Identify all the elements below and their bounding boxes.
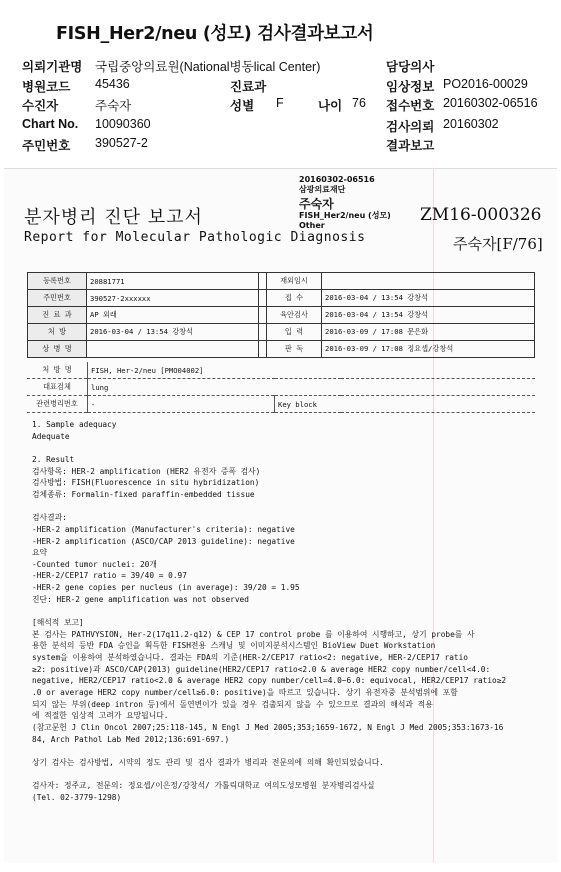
table-cell (87, 341, 259, 358)
table-row (28, 341, 535, 358)
table-cell: 등록번호 (28, 273, 87, 290)
case-number: ZM16-000326 (420, 205, 542, 225)
key-block-label: Key block (275, 396, 342, 413)
key-block-value (341, 396, 535, 413)
report-line: -HER-2/CEP17 ratio = 39/40 = 0.97 (32, 571, 187, 581)
header-value: 10090360 (95, 117, 151, 131)
table-cell: 진 료 과 (28, 307, 87, 324)
header-label: 담당의사 (386, 60, 435, 74)
table-row (28, 273, 535, 290)
table-cell (259, 324, 267, 341)
table-cell: 20881771 (87, 273, 259, 290)
table-row (28, 324, 535, 341)
report-line: Adequate (32, 431, 70, 441)
table-cell: 처 방 (28, 324, 87, 341)
report-line: 2. Result (32, 454, 75, 464)
report-line: 1. Sample adequacy (32, 420, 117, 429)
table-cell: 육안검사 (267, 307, 322, 324)
report-line: 되지 않는 부위(deep intron 등)에서 돌연변이가 있을 경우 검출되지 않을 수 있으므로 결과의 해석과 적용 (32, 699, 433, 709)
report-line: 에 적절한 임상적 고려가 요망됩니다. (32, 711, 169, 721)
header-label: 검사의뢰 (386, 120, 435, 134)
table-cell: 2016-03-09 / 17:08 정요셉/강창석 (322, 341, 535, 358)
table-cell: 2016-03-04 / 13:54 강창석 (87, 324, 259, 341)
header-label: 병원코드 (22, 80, 71, 94)
stamp-name: 주숙자 (299, 197, 334, 211)
header-value: 20160302 (443, 117, 499, 131)
report-line: 진단: HER-2 gene amplification was not observed (32, 594, 249, 604)
table-cell: 재외임시 (267, 273, 322, 290)
dept-label: 진료과 (230, 80, 267, 94)
report-line: 검사방법: FISH(Fluorescence in situ hybridization) (32, 478, 260, 488)
header-label: 주민번호 (22, 139, 71, 153)
order-value: FISH, Her-2/neu [PMO04002] (88, 362, 536, 379)
table-row (27, 396, 535, 413)
specimen-value: lung (88, 379, 536, 396)
specimen-label: 대표검체 (27, 379, 88, 396)
table-cell: 2016-03-09 / 17:08 문은화 (322, 324, 535, 341)
header-value: 390527-2 (95, 136, 148, 150)
info-table (27, 272, 535, 358)
report-line: 검사자: 정주교, 전문의: 정요셉/이은정/강창석/ 가톨릭대학교 여의도성모병원 분자병리검사실 (32, 781, 375, 791)
table-row (27, 362, 535, 379)
table-cell (322, 273, 535, 290)
report-line: 요약 (32, 548, 48, 558)
header-label: 의뢰기관명 (22, 60, 83, 74)
stamp-lab: 삼광의료재단 (299, 185, 346, 194)
report-line: -Counted tumor nuclei: 20개 (32, 559, 157, 569)
report-line: 상기 검사는 검사방법, 시약의 정도 관리 및 검사 결과가 병리과 전문의에 의해 확인되었습니다. (32, 757, 384, 767)
related-label: 관련병리번호 (27, 396, 88, 413)
report-line: -HER-2 gene copies per nucleus (in average): 39/20 = 1.95 (32, 583, 300, 593)
table-cell: 판 독 (267, 341, 322, 358)
report-line: 용한 분석의 등반 FDA 승인을 획득한 FISH전용 스캐닝 및 이미지분석시스템인 BioView Duet Workstation (32, 641, 436, 651)
header-value: 45436 (95, 77, 130, 91)
table-cell: 접 수 (267, 290, 322, 307)
table-cell: 390527-2xxxxxx (87, 290, 259, 307)
report-line: 본 검사는 PATHVYSION, Her-2(17q11.2-q12) & CEP 17 control probe 를 이용하여 시행하고, 상기 probe를 사 (32, 629, 475, 639)
related-value: - (88, 396, 275, 413)
patient-tag: 주숙자[F/76] (453, 235, 543, 253)
table-row (28, 290, 535, 307)
table-cell (259, 341, 267, 358)
report-line: ≥2: positive)과 ASCO/CAP(2013) guideline(HER2/CEP17 ratio<2.0 & average HER2 copy number/cell<4.0: (32, 664, 491, 674)
stamp-other: Other (299, 221, 325, 230)
report-line: 검체종류: Formalin-fixed paraffin-embedded tissue (32, 489, 255, 499)
age-value: 76 (352, 96, 366, 110)
report-line: 검사결과: (32, 513, 67, 523)
table-cell (259, 273, 267, 290)
table-row (28, 307, 535, 324)
table-cell (259, 290, 267, 307)
stamp-number: 20160302-06516 (299, 175, 375, 184)
report-line: -HER-2 amplification (Manufacturer's criteria): negative (32, 524, 295, 534)
order-table (27, 362, 535, 413)
order-label: 처 방 명 (27, 362, 88, 379)
table-cell: AP 외래 (87, 307, 259, 324)
header-value: 주숙자 (95, 99, 132, 113)
header-value: 20160302-06516 (443, 96, 538, 110)
table-cell: 2016-03-04 / 13:54 강창석 (322, 290, 535, 307)
report-line: 검사항목: HER-2 amplification (HER2 유전자 증폭 검사) (32, 466, 261, 476)
stamp-test: FISH_Her2/neu (성모) (299, 211, 391, 220)
header-value: PO2016-00029 (443, 77, 528, 91)
sex-label: 성별 (230, 99, 255, 113)
header-label: 결과보고 (386, 139, 435, 153)
report-line: .0 or average HER2 copy number/cell≥6.0: positive)을 따르고 있습니다. 상기 유전자중 분석범위에 포함 (32, 687, 458, 697)
header-label: 수진자 (22, 99, 59, 113)
report-line: negative, HER2/CEP17 ratio<2.0 & average HER2 copy number/cell=4.0~6.0: equivocal, HER2/CEP17 ratio≥2 (32, 676, 507, 686)
table-cell: 입 력 (267, 324, 322, 341)
sex-value: F (276, 96, 284, 110)
header-value: 국립중앙의료원(National병동lical Center) (95, 60, 321, 74)
table-cell (259, 307, 267, 324)
header-label: 접수번호 (386, 99, 435, 113)
report-line: [해석적 보고] (32, 618, 84, 628)
age-label: 나이 (318, 99, 343, 113)
table-cell: 주민번호 (28, 290, 87, 307)
report-title: FISH_Her2/neu (성모) 검사결과보고서 (56, 24, 374, 44)
report-line: (Tel. 02-3779-1298) (32, 792, 122, 802)
table-row (27, 379, 535, 396)
report-title-ko: 분자병리 진단 보고서 (24, 207, 203, 228)
report-line: 84, Arch Pathol Lab Med 2012;136:691-697.) (32, 734, 230, 744)
header-label: Chart No. (22, 117, 79, 131)
table-cell: 상 병 명 (28, 341, 87, 358)
report-line: -HER-2 amplification (ASCO/CAP 2013 guideline): negative (32, 536, 295, 546)
table-cell: 2016-03-04 / 13:54 강창석 (322, 307, 535, 324)
report-title-en: Report for Molecular Pathologic Diagnosis (24, 230, 366, 245)
header-label: 임상정보 (386, 80, 435, 94)
report-line: (참고문헌 J Clin Oncol 2007;25:118-145, N Engl J Med 2005;353;1659-1672, N Engl J Med 2005;353:1673-16 (32, 722, 504, 732)
report-line: system을 이용하여 분석하였습니다. 결과는 FDA의 기준(HER-2/CEP17 ratio<2: negative, HER-2/CEP17 ratio (32, 653, 468, 662)
